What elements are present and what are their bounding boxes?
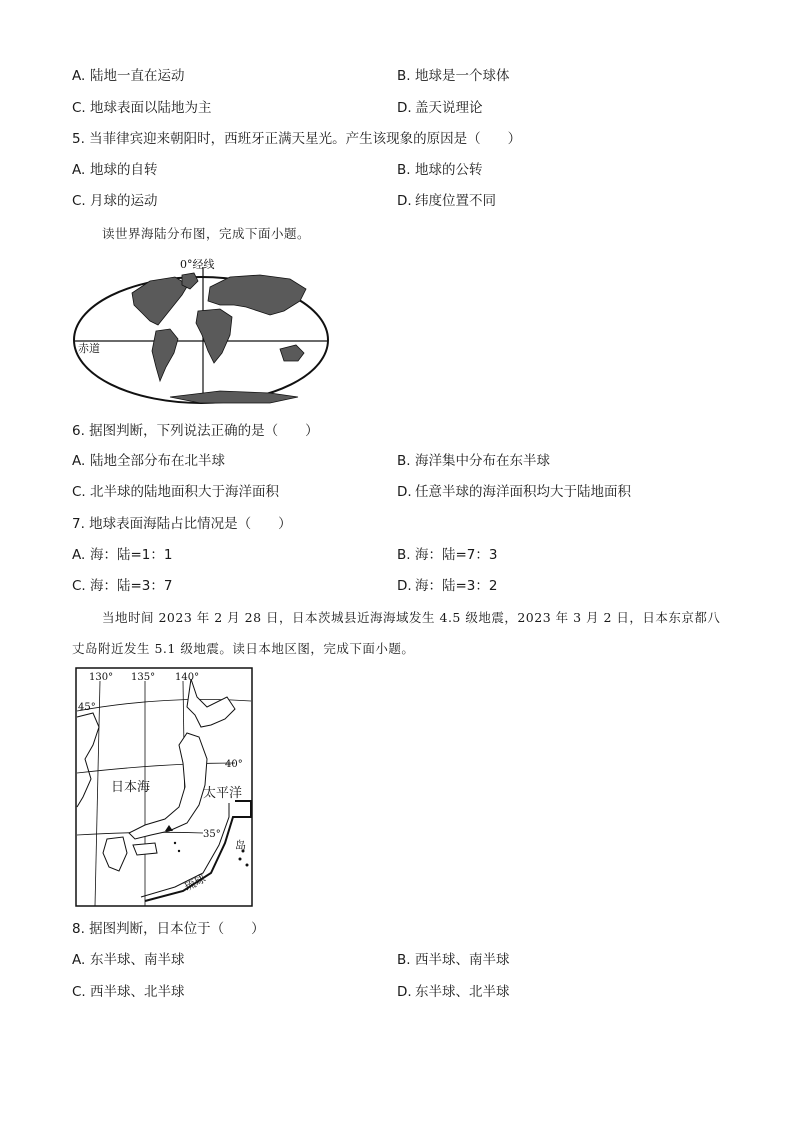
q6-option-d[interactable]: D. 任意半球的海洋面积均大于陆地面积	[397, 484, 631, 500]
q7-option-a[interactable]: A. 海：陆=1：1	[72, 547, 173, 563]
q7-option-c[interactable]: C. 海：陆=3：7	[72, 578, 173, 594]
shikoku-shape	[133, 843, 157, 855]
equator-label: 赤道	[78, 342, 100, 355]
intro-world-map: 读世界海陆分布图，完成下面小题。	[102, 226, 311, 241]
q7-option-d[interactable]: D. 海：陆=3：2	[397, 578, 498, 594]
ryukyu-label: 琉球	[182, 871, 208, 894]
q4-option-a[interactable]: A. 陆地一直在运动	[72, 68, 185, 84]
intro-earthquake-line2: 丈岛附近发生 5.1 级地震。读日本地区图，完成下面小题。	[72, 641, 415, 656]
lat-40-label: 40°	[225, 759, 243, 770]
q5-stem: 5. 当菲律宾迎来朝阳时，西班牙正满天星光。产生该现象的原因是（ ）	[72, 131, 522, 147]
lon-130-label: 130°	[89, 672, 114, 683]
lat-35-label: 35°	[203, 829, 221, 840]
lon-140-label: 140°	[175, 672, 200, 683]
q8-option-c[interactable]: C. 西半球、北半球	[72, 984, 185, 1000]
q8-stem: 8. 据图判断，日本位于（ ）	[72, 921, 265, 937]
q4-option-b[interactable]: B. 地球是一个球体	[397, 68, 510, 84]
q8-option-d[interactable]: D. 东半球、北半球	[397, 984, 510, 1000]
pacific-ocean-label: 太平洋	[203, 786, 243, 801]
q5-option-c[interactable]: C. 月球的运动	[72, 193, 158, 209]
q6-option-b[interactable]: B. 海洋集中分布在东半球	[397, 453, 550, 469]
q6-option-c[interactable]: C. 北半球的陆地面积大于海洋面积	[72, 484, 279, 500]
q6-option-a[interactable]: A. 陆地全部分布在北半球	[72, 453, 225, 469]
world-sea-land-map	[70, 255, 332, 407]
q4-option-d[interactable]: D. 盖天说理论	[397, 100, 483, 116]
q8-option-a[interactable]: A. 东半球、南半球	[72, 952, 185, 968]
japan-region-map	[75, 667, 255, 910]
sea-of-japan-label: 日本海	[111, 780, 151, 795]
q5-option-d[interactable]: D. 纬度位置不同	[397, 193, 496, 209]
q7-stem: 7. 地球表面海陆占比情况是（ ）	[72, 516, 292, 532]
q4-option-c[interactable]: C. 地球表面以陆地为主	[72, 100, 212, 116]
lon-135-label: 135°	[131, 672, 156, 683]
meridian-label: 0°经线	[180, 258, 215, 271]
island-label: 岛	[235, 839, 246, 852]
lat-45-label: 45°	[78, 702, 96, 713]
q8-option-b[interactable]: B. 西半球、南半球	[397, 952, 510, 968]
q6-stem: 6. 据图判断，下列说法正确的是（ ）	[72, 423, 319, 439]
q7-option-b[interactable]: B. 海：陆=7：3	[397, 547, 498, 563]
q5-option-b[interactable]: B. 地球的公转	[397, 162, 483, 178]
intro-earthquake-line1: 当地时间 2023 年 2 月 28 日，日本茨城县近海海域发生 4.5 级地震，2023 年 3 月 2 日，日本东京都八	[102, 610, 721, 625]
q5-option-a[interactable]: A. 地球的自转	[72, 162, 158, 178]
